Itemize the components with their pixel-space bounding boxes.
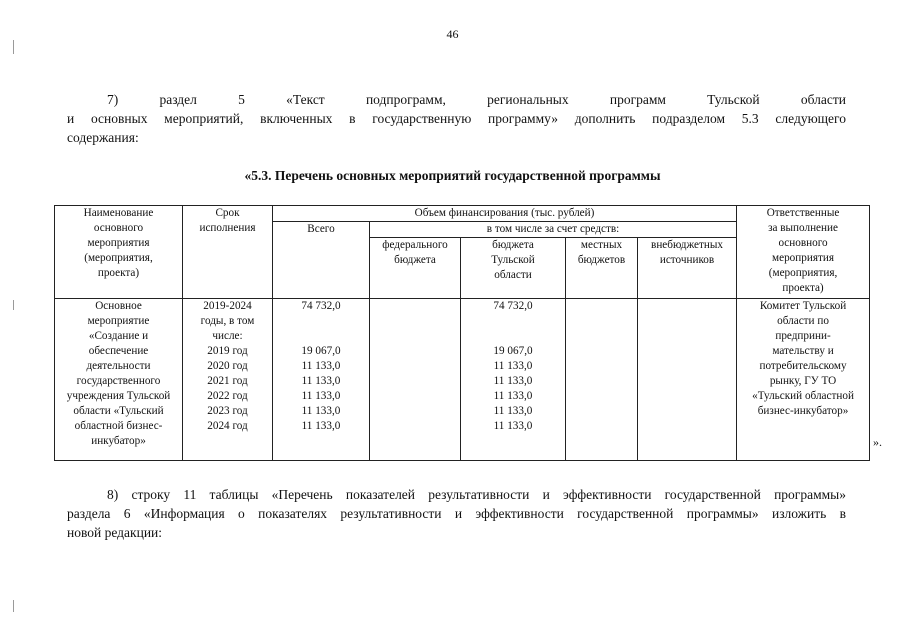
closing-quote-mark: ». (873, 435, 882, 449)
table-row (55, 299, 870, 461)
section-title: «5.3. Перечень основных мероприятий государственной программы (244, 168, 661, 183)
header-extra: внебюджетных источников (638, 238, 737, 299)
scan-mark (13, 300, 14, 310)
intro-line-3: содержания: (67, 130, 139, 145)
intro-line-2: и основных мероприятий, включенных в государственную программу» дополнить подразделом 5.3 следующего (67, 111, 846, 126)
cell-federal (370, 299, 461, 461)
header-funding: Объем финансирования (тыс. рублей) (273, 206, 737, 222)
scan-mark (13, 600, 14, 612)
outro-line-1: 8) строку 11 таблицы «Перечень показателей результативности и эффективности государственной программы» (107, 487, 846, 502)
intro-paragraph (67, 90, 846, 147)
scan-mark (13, 40, 14, 54)
header-sources: в том числе за счет средств: (370, 222, 737, 238)
activities-table (54, 205, 870, 461)
header-row-1 (55, 206, 870, 222)
cell-responsible: Комитет Тульской области по предприни- мательству и потребительскому рынку, ГУ ТО «Тульский областной бизнес-инкубатор» (737, 299, 870, 461)
cell-term: 2019-2024 годы, в том числе: 2019 год 2020 год 2021 год 2022 год 2023 год 2024 год (183, 299, 273, 461)
outro-line-2: раздела 6 «Информация о показателях результативности и эффективности государственной программы» изложить в (67, 506, 846, 521)
header-name: Наименование основного мероприятия (мероприятия, проекта) (55, 206, 183, 299)
cell-total: 74 732,0 19 067,0 11 133,0 11 133,0 11 133,0 11 133,0 11 133,0 (273, 299, 370, 461)
header-total: Всего (273, 222, 370, 299)
header-term: Срок исполнения (183, 206, 273, 299)
cell-extra (638, 299, 737, 461)
page-number: 46 (446, 27, 459, 41)
cell-activity-name: Основное мероприятие «Создание и обеспечение деятельности государственного учреждения Тульской области «Тульский областной бизнес- инкубатор» (55, 299, 183, 461)
outro-paragraph (67, 485, 846, 542)
header-regional: бюджета Тульской области (461, 238, 566, 299)
header-responsible: Ответственные за выполнение основного мероприятия (мероприятия, проекта) (737, 206, 870, 299)
header-local: местных бюджетов (566, 238, 638, 299)
header-federal: федерального бюджета (370, 238, 461, 299)
intro-line-1: 7) раздел 5 «Текст подпрограмм, региональных программ Тульской области (107, 92, 846, 107)
cell-local (566, 299, 638, 461)
outro-line-3: новой редакции: (67, 525, 163, 540)
cell-regional: 74 732,0 19 067,0 11 133,0 11 133,0 11 133,0 11 133,0 11 133,0 (461, 299, 566, 461)
